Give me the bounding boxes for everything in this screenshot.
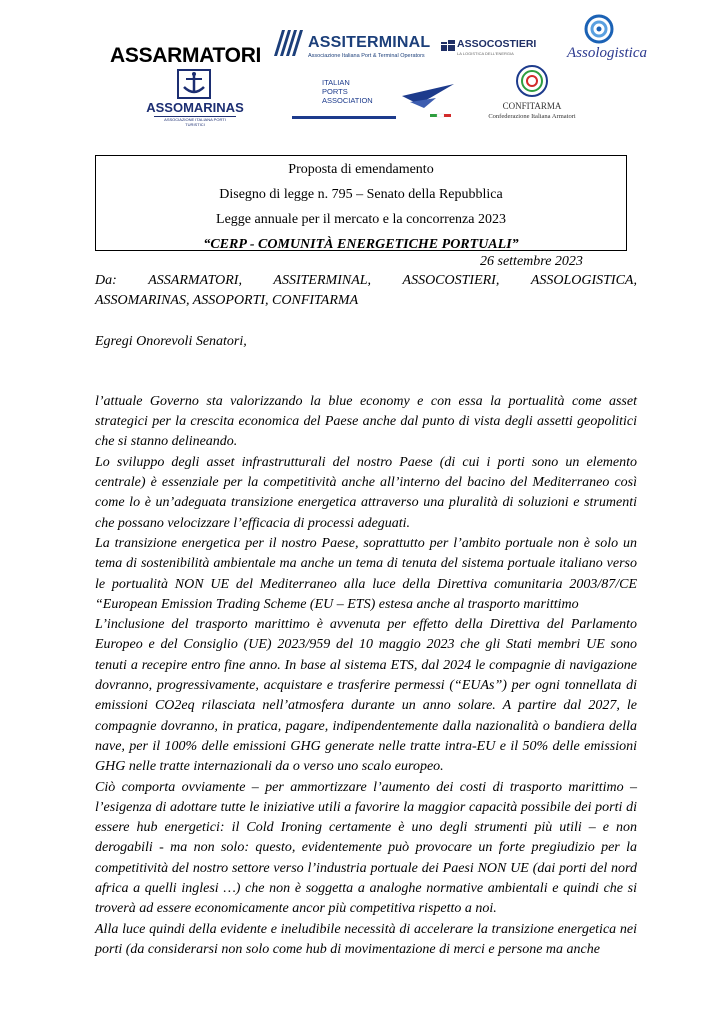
assiterminal-logo bbox=[272, 28, 431, 66]
confitarma-logo bbox=[480, 64, 584, 124]
ports-sail-flag-icon bbox=[400, 82, 456, 120]
assomarinas-name: ASSOMARINAS bbox=[146, 100, 244, 115]
from-line-1: Da: ASSARMATORI, ASSITERMINAL, ASSOCOSTIERI, ASSOLOGISTICA, bbox=[95, 273, 637, 288]
assiterminal-stripes-icon bbox=[272, 28, 306, 58]
from-line-2: ASSOMARINAS, ASSOPORTI, CONFITARMA bbox=[95, 293, 359, 309]
ports-underline-bar bbox=[292, 116, 396, 119]
assocostieri-logo bbox=[440, 38, 537, 58]
document-date: 26 settembre 2023 bbox=[480, 254, 583, 269]
assologistica-logo bbox=[567, 14, 648, 64]
paragraph-4: L’inclusione del trasporto marittimo è avvenuta per effetto della Direttiva del Parlamento Europeo e del Consiglio (UE) 2023/959 del 10 maggio 2023 che gli Stati membri UE sono tenuti a recepire entro fine anno. In base al sistema ETS, dal 2024 le compagnie di navigazione dovranno, progressivamente, acquistare e trasferire permessi (“EUAs”) per ogni tonnellata di emissioni CO2eq rilasciata nell’atmosfera durante un anno solare. A partire dal 2027, le compagnie dovranno, in pratica, pagare, indipendentemente dalla nazionalità o bandiera della nave, per il 100% delle emissioni GHG generate nelle tratte intra-EU e il 50% delle emissioni GHG nelle tratte internazionali da o verso uno scalo europeo. bbox=[95, 617, 637, 775]
assologistica-name: Assologistica bbox=[567, 45, 648, 61]
assarmatori-logo-text: ASSARMATORI bbox=[110, 44, 262, 67]
assomarinas-subtitle: ASSOCIAZIONE ITALIANA PORTI TURISTICI bbox=[154, 116, 236, 127]
assarmatori-logo bbox=[110, 44, 261, 68]
letter-body bbox=[95, 271, 637, 960]
assologistica-swirl-icon bbox=[584, 14, 614, 44]
paragraph-2: Lo sviluppo degli asset infrastrutturali del nostro Paese (di cui i porti sono un elemento centrale) è essenziale per la competitività anche all’interno del bacino del Mediterraneo così come lo è un’adeguata transizione energetica attraverso una pluralità di soluzioni e strumenti che possano velocizzare l’efficacia di processi adeguati. bbox=[95, 454, 637, 531]
italian-ports-association-text bbox=[322, 78, 373, 105]
assomarinas-logo bbox=[146, 69, 244, 125]
ports-line-3: ASSOCIATION bbox=[322, 96, 373, 105]
assiterminal-subtitle: Associazione Italiana Port & Terminal Operators bbox=[308, 53, 425, 59]
paragraph-3: La transizione energetica per il nostro Paese, soprattutto per l’ambito portuale non è solo un tema di sostenibilità ambientale ma anche un tema di tenuta del sistema portuale italiano verso le portualità NON UE del Mediterraneo alla luce della Direttiva comunitaria 2003/87/CE “European Emission Trading Scheme (EU – ETS) estesa anche al trasporto marittimo bbox=[95, 535, 637, 612]
ports-line-2: PORTS bbox=[322, 87, 348, 96]
heading-line-law: Legge annuale per il mercato e la concorrenza 2023 bbox=[216, 212, 506, 227]
ports-line-1: ITALIAN bbox=[322, 78, 350, 87]
assiterminal-name: ASSITERMINAL bbox=[308, 34, 431, 51]
paragraph-5: Ciò comporta ovviamente – per ammortizzare l’aumento dei costi di trasporto marittimo – l’esigenza di adottare tutte le iniziative utili a favorire la maggior capacità possibile dei porti di essere hub energetici: il Cold Ironing certamente è uno degli strumenti più utili – e non derogabili - ma non solo: questo, evidentemente può provocare un forte pregiudizio per la competitività del nostro settore verso l’industria portuale dei Paesi NON UE (dai porti del nord africa a quelli inglesi …) che non è soggetta a analoghe normative ambientali e quindi che si troverà ad essere economicamente ancor più competitiva rispetto a noi. bbox=[95, 779, 637, 917]
paragraph-1: l’attuale Governo sta valorizzando la blue economy e con essa la portualità come asset strategici per la crescita economica del Paese anche dal punto di vista degli assetti geopolitici che si stanno delineando. bbox=[95, 393, 637, 450]
greeting: Egregi Onorevoli Senatori, bbox=[95, 333, 247, 349]
heading-line-proposal: Proposta di emendamento bbox=[288, 162, 434, 177]
assocostieri-tank-icon bbox=[440, 38, 456, 52]
confitarma-emblem-icon bbox=[514, 64, 550, 98]
heading-line-cerp: “CERP - COMUNITÀ ENERGETICHE PORTUALI” bbox=[203, 237, 519, 252]
confitarma-subtitle: Confederazione Italiana Armatori bbox=[488, 113, 576, 120]
amendment-heading-box bbox=[95, 155, 627, 251]
paragraph-6: Alla luce quindi della evidente e ineludibile necessità di accelerare la transizione energetica nei porti (da considerarsi non solo come hub di movimentazione di merci e persone ma anche bbox=[95, 921, 637, 957]
assocostieri-name: ASSOCOSTIERI bbox=[457, 38, 537, 50]
assomarinas-anchor-icon bbox=[176, 69, 212, 99]
italian-ports-association-logo bbox=[292, 70, 460, 122]
heading-line-bill: Disegno di legge n. 795 – Senato della Repubblica bbox=[219, 187, 503, 202]
confitarma-name: CONFITARMA bbox=[502, 101, 562, 111]
assocostieri-subtitle: LA LOGISTICA DELL'ENERGIA bbox=[457, 51, 514, 56]
